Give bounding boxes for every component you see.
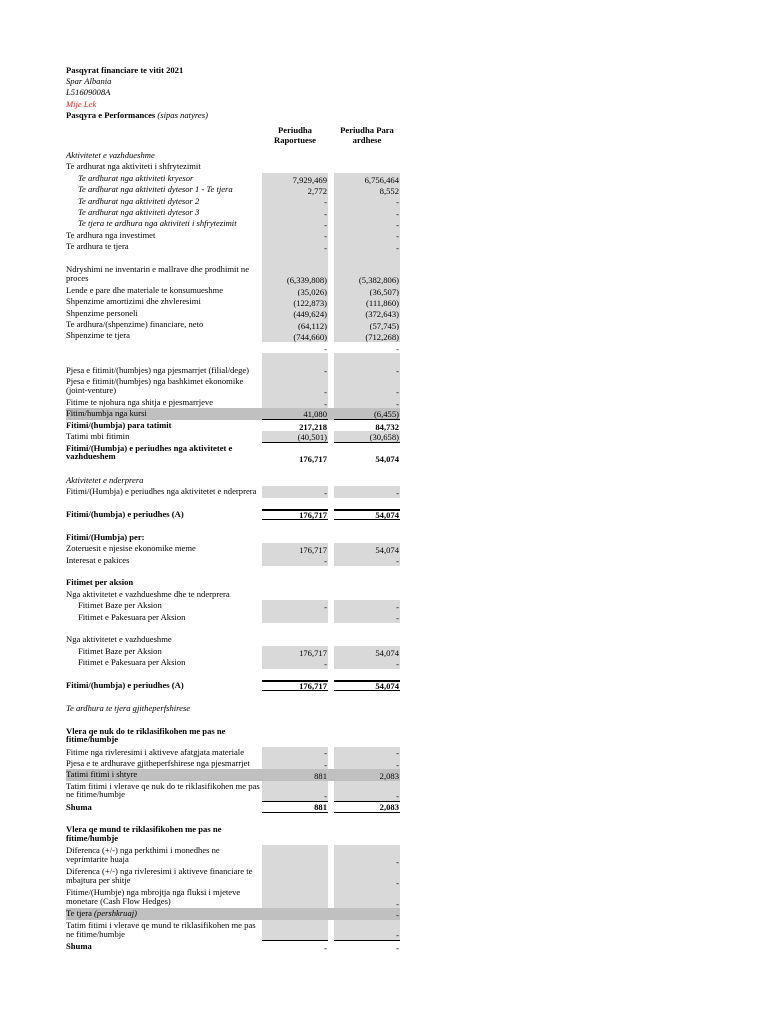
value-previous — [334, 566, 400, 577]
value-previous: - — [334, 781, 400, 802]
value-current: - — [262, 365, 328, 376]
value-previous — [334, 150, 400, 161]
value-current — [262, 866, 328, 887]
row-label: Fitimi/(Humbja) e periudhes nga aktivitetet e nderprera — [66, 486, 257, 497]
row-label: Pjesa e te ardhurave gjitheperfshirese nga pjesmarrjet — [66, 757, 250, 768]
statement-row — [66, 941, 400, 952]
statement-row — [66, 509, 400, 520]
column-header-previous: Periudha Para ardhese — [340, 124, 394, 145]
spacer-row — [66, 520, 400, 531]
document-title: Pasqyrat financiare te vitit 2021 — [66, 65, 184, 75]
statement-row — [66, 184, 400, 195]
statement-row — [66, 431, 400, 442]
value-current — [262, 532, 328, 543]
value-previous — [334, 824, 400, 845]
statement-row — [66, 887, 400, 908]
value-current: - — [262, 397, 328, 408]
statement-row — [66, 758, 400, 769]
value-current: (40,501) — [262, 431, 328, 442]
row-label: Tatimi mbi fitimin — [66, 431, 130, 442]
statement-row — [66, 475, 400, 486]
statement-row — [66, 207, 400, 218]
statement-row — [66, 824, 400, 845]
value-current: 881 — [262, 802, 328, 813]
value-current — [262, 623, 328, 634]
value-current: 217,218 — [299, 421, 327, 432]
value-previous: 6,756,464 — [334, 173, 400, 184]
value-previous: 54,074 — [334, 509, 400, 520]
statement-row — [66, 802, 400, 813]
row-label: Lende e pare dhe materiale te konsumueshme — [66, 284, 224, 295]
value-previous — [334, 475, 400, 486]
statement-row — [66, 342, 400, 353]
row-label: Fitimet e Pakesuara per Aksion — [78, 657, 186, 668]
value-current — [262, 475, 328, 486]
statement-row — [66, 486, 400, 497]
row-label: Tatimi fitimi i shtyre — [66, 769, 138, 780]
value-previous: (57,745) — [334, 319, 400, 330]
value-current: - — [262, 600, 328, 611]
spacer-row — [66, 691, 400, 702]
statement-row — [66, 308, 400, 319]
statement-row — [66, 408, 400, 419]
value-previous: - — [334, 365, 400, 376]
statement-row — [66, 657, 400, 668]
spacer-row — [66, 669, 400, 680]
statement-row — [66, 589, 400, 600]
statement-row — [66, 420, 400, 431]
value-previous: - — [396, 942, 399, 953]
value-previous — [334, 577, 400, 588]
value-current — [262, 726, 328, 747]
row-label: Shpenzime te tjera — [66, 330, 130, 341]
row-label: Pjesa e fitimit/(humbjes) nga pjesmarrjet (filial/dege) — [66, 364, 250, 375]
spacer-row — [66, 813, 400, 824]
statement-row — [66, 543, 400, 554]
value-current: 176,717 — [262, 509, 328, 520]
statement-row — [66, 376, 400, 397]
value-previous — [334, 353, 400, 364]
value-current: - — [262, 196, 328, 207]
spacer-row — [66, 353, 400, 364]
value-current: (64,112) — [262, 319, 328, 330]
statement-row — [66, 646, 400, 657]
value-previous — [334, 634, 400, 645]
row-label: Diferenca (+/-) nga perkthimi i monedhes ne veprimtarite huaja — [66, 845, 220, 865]
value-current — [262, 464, 328, 475]
value-current: - — [262, 486, 328, 497]
value-current — [262, 703, 328, 714]
row-label: Nga aktivitetet e vazhdueshme dhe te nderprera — [66, 588, 230, 599]
value-current — [262, 887, 328, 908]
statement-rows — [66, 150, 400, 952]
value-current: 176,717 — [262, 543, 328, 554]
value-current — [262, 577, 328, 588]
value-previous: - — [334, 747, 400, 758]
value-current — [262, 566, 328, 577]
row-label: Nga aktivitetet e vazhdueshme — [66, 634, 172, 645]
value-current — [262, 520, 328, 531]
value-current — [262, 252, 328, 263]
value-current: - — [262, 207, 328, 218]
column-header-current: Periudha Raportuese — [273, 124, 316, 145]
row-label: Te ardhura te tjera gjitheperfshirese — [66, 702, 191, 713]
row-label: Diferenca (+/-) nga rivleresimi i aktiveve financiare te mbajtura per shitje — [66, 866, 253, 886]
statement-row — [66, 330, 400, 341]
value-previous: - — [396, 343, 399, 354]
value-previous — [334, 669, 400, 680]
statement-row — [66, 747, 400, 758]
statement-row — [66, 634, 400, 645]
value-current — [262, 714, 328, 725]
statement-row — [66, 726, 400, 747]
value-previous: (30,658) — [334, 431, 400, 442]
value-current: 176,717 — [299, 453, 327, 464]
value-previous: - — [334, 555, 400, 566]
value-current — [262, 612, 328, 623]
statement-row — [66, 319, 400, 330]
statement-row — [66, 264, 400, 285]
value-current: - — [262, 218, 328, 229]
value-previous: - — [334, 612, 400, 623]
statement-row — [66, 680, 400, 691]
row-label: Aktivitetet e nderprera — [66, 474, 144, 485]
row-label: Aktivitetet e vazhdueshme — [66, 149, 155, 160]
spacer-row — [66, 498, 400, 509]
value-current: - — [262, 241, 328, 252]
statement-row — [66, 397, 400, 408]
financial-statement — [66, 66, 400, 952]
value-previous: 2,083 — [379, 771, 399, 782]
label-note: (pershkruaj) — [94, 908, 137, 919]
value-previous: - — [334, 218, 400, 229]
row-label: Te ardhura te tjera — [66, 241, 129, 252]
value-current: - — [262, 376, 328, 397]
statement-row — [66, 296, 400, 307]
currency-unit: Mije Lek — [66, 98, 97, 109]
value-current — [262, 498, 328, 509]
value-previous: 8,552 — [334, 184, 400, 195]
row-label: Shpenzime personeli — [66, 307, 138, 318]
row-label: Te tjera te ardhura nga aktiviteti i shfrytezimit — [78, 218, 237, 229]
value-previous — [334, 726, 400, 747]
value-previous: - — [334, 887, 400, 908]
value-current: - — [262, 747, 328, 758]
row-label: Vlera qe nuk do te riklasifikohen me pas ne fitime/humbje — [66, 725, 226, 745]
value-current: (122,873) — [262, 296, 328, 307]
value-current: (6,339,808) — [262, 264, 328, 285]
value-previous — [334, 813, 400, 824]
value-previous — [334, 520, 400, 531]
statement-subtitle: (sipas natyres) — [157, 109, 208, 120]
company-nipt: L51609008A — [66, 87, 111, 98]
value-current — [262, 691, 328, 702]
value-current: 176,717 — [262, 646, 328, 657]
statement-row — [66, 600, 400, 611]
spacer-row — [66, 464, 400, 475]
value-previous — [334, 691, 400, 702]
row-label: Fitimi/(humbja) e periudhes (A) — [66, 679, 184, 690]
row-label: Fitime/(Humbje) nga mbrojtja nga fluksi i mjeteve monetare (Cash Flow Hedges) — [66, 887, 241, 907]
statement-row — [66, 161, 400, 172]
value-previous: (111,860) — [334, 296, 400, 307]
row-label: Fitimet per aksion — [66, 577, 134, 588]
value-previous: - — [396, 910, 399, 921]
statement-row — [66, 920, 400, 941]
statement-row — [66, 845, 400, 866]
value-current — [262, 845, 328, 866]
value-previous: - — [334, 866, 400, 887]
row-label: Fitimi/(humbja) e periudhes (A) — [66, 509, 184, 520]
statement-row — [66, 150, 400, 161]
row-label: Fitimet e Pakesuara per Aksion — [78, 611, 186, 622]
value-previous: - — [334, 600, 400, 611]
value-current: 881 — [314, 771, 327, 782]
value-current — [262, 669, 328, 680]
value-previous: - — [334, 845, 400, 866]
value-current — [262, 161, 328, 172]
row-label: Te ardhurat nga aktiviteti dytesor 1 - Te tjera — [78, 184, 233, 195]
value-previous: 54,074 — [334, 543, 400, 554]
statement-row — [66, 703, 400, 714]
statement-row — [66, 285, 400, 296]
statement-heading — [66, 111, 400, 122]
value-previous — [334, 532, 400, 543]
value-previous: - — [334, 486, 400, 497]
row-label: Fitimi/(Humbja) per: — [66, 531, 145, 542]
row-label: Zoteruesit e njesise ekonomike meme — [66, 543, 196, 554]
value-current: - — [262, 230, 328, 241]
row-label: Vlera qe mund te riklasifikohen me pas ne fitime/humbje — [66, 824, 222, 844]
row-label: Shuma — [66, 940, 92, 951]
value-previous — [334, 623, 400, 634]
value-current: 2,772 — [262, 184, 328, 195]
statement-row — [66, 769, 400, 780]
value-previous: (372,643) — [334, 308, 400, 319]
value-previous — [334, 252, 400, 263]
value-previous — [334, 703, 400, 714]
statement-row — [66, 612, 400, 623]
value-current — [262, 353, 328, 364]
spacer-row — [66, 566, 400, 577]
value-previous: 54,074 — [334, 646, 400, 657]
value-current — [262, 920, 328, 941]
value-current: (35,026) — [262, 285, 328, 296]
row-label: Fitimet Baze per Aksion — [78, 645, 162, 656]
value-previous: - — [334, 920, 400, 941]
value-previous: - — [334, 196, 400, 207]
value-previous: - — [334, 241, 400, 252]
row-label: Fitimet Baze per Aksion — [78, 600, 162, 611]
value-previous — [334, 714, 400, 725]
value-previous: - — [334, 758, 400, 769]
statement-row — [66, 230, 400, 241]
value-previous — [334, 498, 400, 509]
value-current: - — [324, 942, 327, 953]
value-current: - — [262, 781, 328, 802]
row-label: Shuma — [66, 801, 92, 812]
value-current — [262, 908, 328, 919]
value-current — [262, 589, 328, 600]
value-previous: 84,732 — [375, 421, 399, 432]
statement-row — [66, 218, 400, 229]
value-current: - — [262, 758, 328, 769]
value-previous: (5,382,806) — [334, 264, 400, 285]
row-label: Tatim fitimi i vlerave qe nuk do te riklasifikohen me pas ne fitime/humbje — [66, 780, 260, 800]
value-previous: 54,074 — [334, 680, 400, 691]
value-current: 41,080 — [262, 408, 328, 419]
value-current: (449,624) — [262, 308, 328, 319]
value-current: (744,660) — [262, 330, 328, 341]
value-previous: - — [334, 657, 400, 668]
value-current — [262, 150, 328, 161]
statement-row — [66, 908, 400, 919]
value-current: - — [324, 343, 327, 354]
value-previous: - — [334, 397, 400, 408]
statement-row — [66, 443, 400, 464]
row-label: Interesat e pakices — [66, 554, 130, 565]
value-previous: - — [334, 230, 400, 241]
row-label: Te ardhurat nga aktiviteti dytesor 3 — [78, 206, 200, 217]
statement-title: Pasqyra e Performances — [66, 109, 156, 120]
value-current — [262, 824, 328, 845]
statement-row — [66, 555, 400, 566]
statement-row — [66, 241, 400, 252]
row-label: Fitimi/(humbja) para tatimit — [66, 419, 172, 430]
value-previous — [334, 589, 400, 600]
statement-row — [66, 196, 400, 207]
spacer-row — [66, 252, 400, 263]
statement-row — [66, 577, 400, 588]
statement-row — [66, 781, 400, 802]
row-label: Tatim fitimi i vlerave qe mund te riklasifikohen me pas ne fitime/humbje — [66, 919, 256, 939]
row-label: Fitime te njohura nga shitja e pjesmarrjeve — [66, 396, 214, 407]
value-current — [262, 634, 328, 645]
row-label: Te ardhurat nga aktiviteti i shfrytezimit — [66, 161, 201, 172]
value-previous: (6,455) — [334, 408, 400, 419]
statement-row — [66, 866, 400, 887]
row-label: Pjesa e fitimit/(humbjes) nga bashkimet ekonomike (joint-venture) — [66, 375, 244, 395]
spacer-row — [66, 623, 400, 634]
row-label: Te ardhura/(shpenzime) financiare, neto — [66, 319, 204, 330]
value-current: 7,929,469 — [262, 173, 328, 184]
value-previous: (36,507) — [334, 285, 400, 296]
value-current: - — [262, 657, 328, 668]
row-label: Te ardhurat nga aktiviteti dytesor 2 — [78, 195, 200, 206]
value-current: - — [262, 555, 328, 566]
value-previous — [334, 161, 400, 172]
value-previous — [334, 464, 400, 475]
value-previous: 54,074 — [375, 453, 399, 464]
value-previous: 2,083 — [334, 802, 400, 813]
value-previous: - — [334, 207, 400, 218]
value-current — [262, 813, 328, 824]
row-label: Fitime nga rivleresimi i aktiveve afatgjata materiale — [66, 746, 245, 757]
row-label: Te tjera (pershkruaj) — [66, 908, 137, 919]
statement-row — [66, 173, 400, 184]
column-headers — [66, 122, 400, 150]
row-label: Ndryshimi ne inventarin e mallrave dhe prodhimit ne proces — [66, 263, 250, 283]
row-label: Fitim/humbja nga kursi — [66, 408, 147, 419]
company-name: Spar Albania — [66, 76, 112, 87]
value-previous: (712,268) — [334, 330, 400, 341]
row-label: Te ardhurat nga aktiviteti kryesor — [78, 172, 194, 183]
value-previous: - — [334, 376, 400, 397]
statement-row — [66, 532, 400, 543]
statement-row — [66, 365, 400, 376]
row-label: Fitimi/(Humbja) e periudhes nga aktivitetet e vazhdueshem — [66, 442, 233, 462]
row-label: Te ardhura nga investimet — [66, 229, 156, 240]
row-label: Shpenzime amortizimi dhe zhvleresimi — [66, 296, 201, 307]
value-current: 176,717 — [262, 680, 328, 691]
spacer-row — [66, 714, 400, 725]
